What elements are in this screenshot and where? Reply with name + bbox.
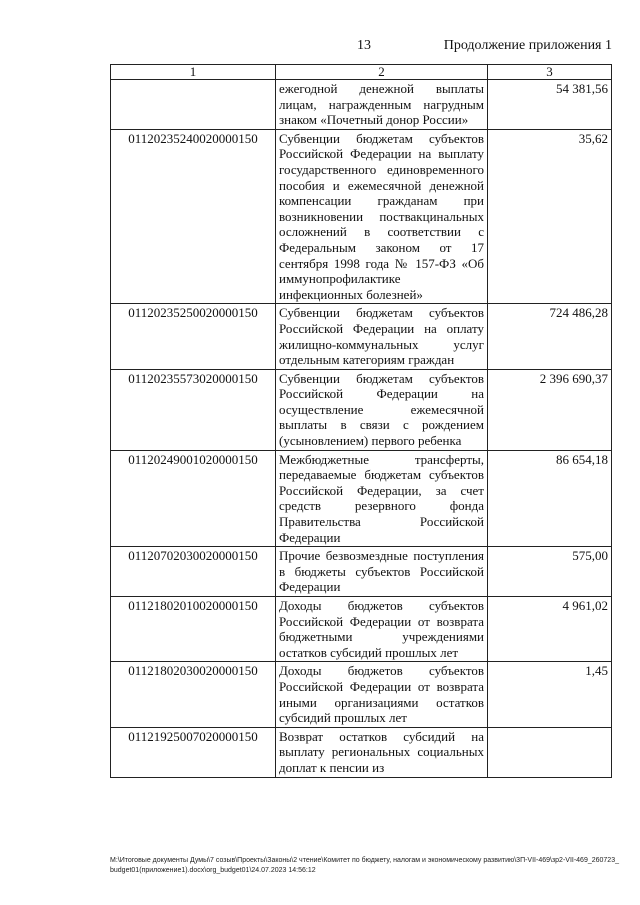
row-code: 01121802030020000150: [111, 662, 276, 727]
continuation-label: Продолжение приложения 1: [443, 38, 612, 53]
row-amount: 54 381,56: [488, 80, 612, 130]
row-code: 01120235573020000150: [111, 369, 276, 450]
table-row: [111, 727, 612, 777]
row-code: 01120702030020000150: [111, 547, 276, 597]
table-row: [111, 129, 612, 304]
header-row: [111, 65, 612, 80]
table-row: [111, 662, 612, 727]
table-row: [111, 304, 612, 369]
row-amount: 724 486,28: [488, 304, 612, 369]
table-row: [111, 597, 612, 662]
row-code: 01120235240020000150: [111, 129, 276, 304]
row-description: Возврат остатков субсидий на выплату региональных социальных доплат к пенсии из: [276, 727, 488, 777]
row-description: Субвенции бюджетам субъектов Российской Федерации на выплату государственного единовременного пособия и ежемесячной денежной компенсации гражданам при возникновении поствакцинальных осложнений в соответствии с Федеральным законом от 17 сентября 1998 года № 157-ФЗ «Об иммунопрофилактике инфекционных болезней»: [276, 129, 488, 304]
row-description: Субвенции бюджетам субъектов Российской Федерации на осуществление ежемесячной выплаты в связи с рождением (усыновлением) первого ребенка: [276, 369, 488, 450]
row-description: Доходы бюджетов субъектов Российской Федерации от возврата иными организациями остатков субсидий прошлых лет: [276, 662, 488, 727]
row-amount: 1,45: [488, 662, 612, 727]
file-path-footer: M:\Итоговые документы Думы\7 созыв\Проекты\Законы\2 чтение\Комитет по бюджету, налогам и экономическому развитию\3П-VII-469\зр2-VII-469_260723_budget01(приложение1).docx\org_budget01\24.07.2023 14:56:12: [110, 857, 619, 874]
row-amount: [488, 727, 612, 777]
row-code: 01121925007020000150: [111, 727, 276, 777]
table-row: [111, 80, 612, 130]
table-row: [111, 547, 612, 597]
row-code: [111, 80, 276, 130]
row-description: Доходы бюджетов субъектов Российской Федерации от возврата бюджетными учреждениями остатков субсидий прошлых лет: [276, 597, 488, 662]
row-description: Субвенции бюджетам субъектов Российской Федерации на оплату жилищно-коммунальных услуг отдельным категориям граждан: [276, 304, 488, 369]
page-number: 13: [357, 38, 371, 53]
row-amount: 86 654,18: [488, 450, 612, 547]
row-amount: 575,00: [488, 547, 612, 597]
row-code: 01120249001020000150: [111, 450, 276, 547]
table-row: [111, 369, 612, 450]
row-amount: 2 396 690,37: [488, 369, 612, 450]
row-description: Межбюджетные трансферты, передаваемые бюджетам субъектов Российской Федерации, за счет средств резервного фонда Правительства Российской Федерации: [276, 450, 488, 547]
column-header-2: 2: [276, 65, 488, 80]
budget-table: [110, 64, 612, 778]
table-row: [111, 450, 612, 547]
row-description: Прочие безвозмездные поступления в бюджеты субъектов Российской Федерации: [276, 547, 488, 597]
column-header-3: 3: [488, 65, 612, 80]
row-description: ежегодной денежной выплаты лицам, награжденным нагрудным знаком «Почетный донор России»: [276, 80, 488, 130]
row-amount: 4 961,02: [488, 597, 612, 662]
row-code: 01121802010020000150: [111, 597, 276, 662]
column-header-1: 1: [111, 65, 276, 80]
row-code: 01120235250020000150: [111, 304, 276, 369]
row-amount: 35,62: [488, 129, 612, 304]
